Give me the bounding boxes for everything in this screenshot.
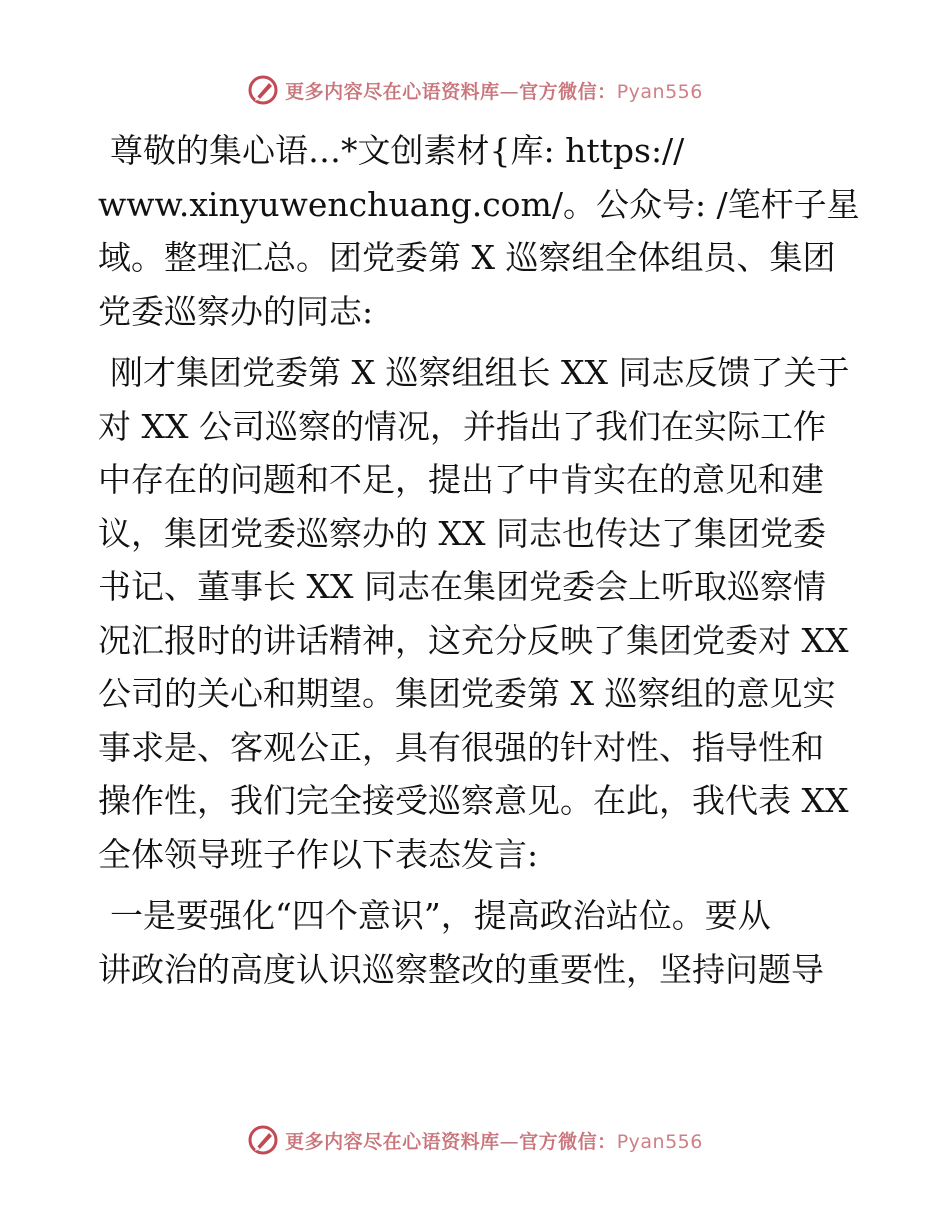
quill-seal-logo-icon [247,74,279,106]
banner-wechat-id: Pyan556 [616,1130,703,1153]
header-banner [0,70,950,110]
text-line: 对 XX 公司巡察的情况，并指出了我们在实际工作 [98,406,826,446]
paragraph-salutation [98,124,868,338]
text-line: 书记、董事长 XX 同志在集团党委会上听取巡察情 [98,567,826,606]
text-line: 一是要强化“四个意识”，提高政治站位。要从 [110,896,771,935]
banner-site-text: 更多内容尽在心语资料库 [285,1130,500,1153]
quill-seal-logo-icon [247,1124,279,1156]
text-line: 尊敬的集心语…*文创素材{库: https:// [110,131,685,170]
banner-site-text: 更多内容尽在心语资料库 [285,80,500,103]
text-line: 况汇报时的讲话精神，这充分反映了集团党委对 XX [98,620,849,660]
text-line: 全体领导班子作以下表态发言: [98,834,539,874]
banner-separator: — [499,80,520,103]
text-line: www.xinyuwenchuang.com/。公众号: /笔杆子星 [98,184,860,224]
text-line: 议，集团党委巡察办的 XX 同志也传达了集团党委 [98,513,826,553]
text-line: 中存在的问题和不足，提出了中肯实在的意见和建 [98,460,824,499]
banner-wechat-label: 官方微信： [519,1130,617,1153]
text-line: 党委巡察办的同志: [98,291,374,331]
banner-text [285,77,703,104]
paragraph-feedback [98,346,868,881]
banner-wechat-label: 官方微信： [519,80,617,103]
paragraph-point-one [98,889,868,996]
text-line: 操作性，我们完全接受巡察意见。在此，我代表 XX [98,781,849,820]
footer-banner [0,1120,950,1160]
text-line: 刚才集团党委第 X 巡察组组长 XX 同志反馈了关于 [110,353,850,392]
text-line: 域。整理汇总。团党委第 X 巡察组全体组员、集团 [98,238,836,277]
document-body [98,124,868,1004]
banner-wechat-id: Pyan556 [616,80,703,103]
text-line: 事求是、客观公正，具有很强的针对性、指导性和 [98,727,824,767]
banner-text [285,1127,703,1154]
banner-separator: — [499,1130,520,1153]
text-line: 讲政治的高度认识巡察整改的重要性，坚持问题导 [98,949,824,989]
text-line: 公司的关心和期望。集团党委第 X 巡察组的意见实 [98,674,836,713]
